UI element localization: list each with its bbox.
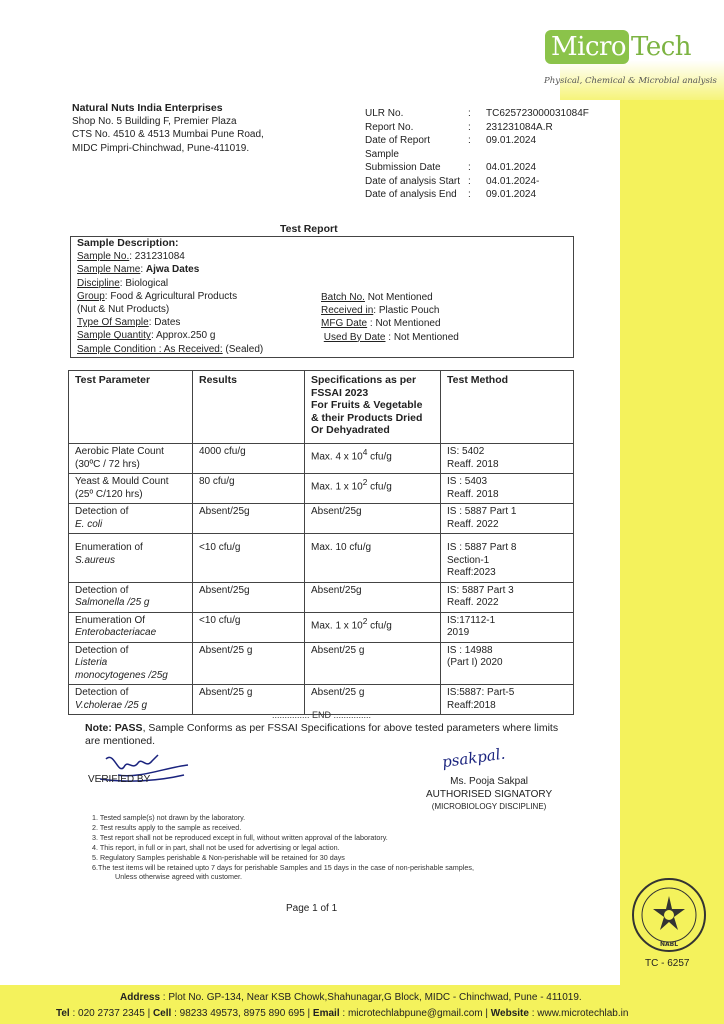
condition-value: (Sealed) xyxy=(225,343,264,355)
used-by-value: : Not Mentioned xyxy=(388,331,459,343)
meta-value: 04.01.2024- xyxy=(486,175,540,187)
sample-name-label: Sample Name xyxy=(77,264,141,276)
group-label: Group xyxy=(77,290,105,302)
discipline-value: : Biological xyxy=(119,277,169,289)
table-row: Detection of E. coli Absent/25g Absent/25g IS : 5887 Part 1 Reaff. 2022 xyxy=(69,504,574,534)
customer-line-1: Shop No. 5 Building F, Premier Plaza xyxy=(72,116,237,128)
footer-contact: Tel : 020 2737 2345 | Cell : 98233 49573, 8975 890 695 | Email : microtechlabpune@gmail.com | Website : www.microtechlab.in xyxy=(56,1008,629,1019)
received-value: : Plastic Pouch xyxy=(373,305,440,317)
term-item: 6.The test items will be retained upto 7 days for perishable Samples and 15 days in the case of non-perishable samples, xyxy=(92,862,474,872)
table-row: Aerobic Plate Count (30ºC / 72 hrs) 4000 cfu/g Max. 4 x $10^4$ cfu/g IS: 5402 Reaff. 2018 xyxy=(69,444,574,474)
group-value: : Food & Agricultural Products xyxy=(104,290,238,302)
quantity-label: Sample Quantity xyxy=(77,330,151,342)
sample-no-value: : 231231084 xyxy=(129,251,185,263)
note-label: Note: PASS xyxy=(85,722,143,734)
meta-key: Date of Report xyxy=(365,135,431,146)
sample-description-heading: Sample Description: xyxy=(77,237,179,249)
table-row: Yeast & Mould Count (25º C/120 hrs) 80 cfu/g Max. 1 x $10^2$ cfu/g IS : 5403 Reaff. 2018 xyxy=(69,474,574,504)
logo-part-micro: Micro xyxy=(545,30,629,64)
verified-by-label: VERIFIED BY xyxy=(88,774,151,785)
table-row: Detection of Salmonella /25 g Absent/25g Absent/25g IS: 5887 Part 3 Reaff. 2022 xyxy=(69,582,574,612)
meta-row: Report No. : 231231084A.R xyxy=(365,121,606,135)
term-item: Unless otherwise agreed with customer. xyxy=(115,872,243,882)
type-value: : Dates xyxy=(148,317,181,329)
meta-value: 09.01.2024 xyxy=(486,135,537,146)
customer-line-2: CTS No. 4510 & 4513 Mumbai Pune Road, xyxy=(72,129,264,141)
header-test-parameter: Test Parameter xyxy=(69,371,193,444)
footer-address: Address : Plot No. GP-134, Near KSB Chowk,Shahunagar,G Block, MIDC - Chinchwad, Pune - 411019. xyxy=(120,992,582,1003)
term-item: 1. Tested sample(s) not drawn by the laboratory. xyxy=(92,813,246,822)
page-number: Page 1 of 1 xyxy=(286,903,338,914)
mfg-value: : Not Mentioned xyxy=(369,318,441,330)
report-meta xyxy=(365,107,606,202)
meta-key: ULR No. xyxy=(365,108,404,119)
meta-key: Date of analysis End xyxy=(365,189,457,200)
received-label: Received in xyxy=(321,305,374,317)
sample-description-box: Sample Description: Sample No.: 231231084 Sample Name: Ajwa Dates Discipline: Biological Group: Food & Agricultural Products (Nut & Nut Products) Type Of Sample: Dates Sample Quantity: Approx.250 g Sample Condition : As Received: (Sealed) Batch No. Not Mentioned Received in: Plastic Pouch MFG Date : Not Mentioned Used By Date : Not Mentioned xyxy=(70,236,574,358)
batch-value: Not Mentioned xyxy=(367,292,433,303)
signatory-name: Ms. Pooja Sakpal xyxy=(450,776,528,787)
meta-row: Submission Date : 04.01.2024 xyxy=(365,161,606,175)
side-yellow-band xyxy=(620,100,724,1000)
table-row: Detection of V.cholerae /25 g Absent/25 g Absent/25 g IS:5887: Part-5 Reaff:2018 xyxy=(69,685,574,715)
table-row: Detection of Listeria monocytogenes /25g Absent/25 g Absent/25 g IS : 14988 (Part I) 2020 xyxy=(69,642,574,685)
meta-row xyxy=(365,148,606,162)
used-by-label: Used By Date xyxy=(323,331,386,343)
header-specifications: Specifications as per FSSAI 2023 For Fruits & Vegetable & their Products Dried Or Dehyadrated xyxy=(305,371,441,444)
signatory-title: AUTHORISED SIGNATORY xyxy=(426,788,553,800)
customer-name: Natural Nuts India Enterprises xyxy=(72,102,223,114)
term-item: 2. Test results apply to the sample as received. xyxy=(92,822,242,832)
customer-line-3: MIDC Pimpri-Chinchwad, Pune-411019. xyxy=(72,142,250,154)
tc-number: TC - 6257 xyxy=(645,958,690,969)
meta-value: 231231084A.R xyxy=(486,121,553,133)
sample-name-value: Ajwa Dates xyxy=(145,264,200,276)
meta-key: Report No. xyxy=(365,121,414,133)
quantity-value: : Approx.250 g xyxy=(150,330,216,342)
authorised-signatory xyxy=(426,776,552,814)
meta-key: Date of analysis Start xyxy=(365,175,461,187)
note-text: , Sample Conforms as per FSSAI Specifications for above tested parameters where limits are mentioned. xyxy=(85,722,559,747)
nabl-accreditation-seal-icon xyxy=(630,876,708,954)
meta-key: Submission Date xyxy=(365,162,441,173)
svg-text:NABL: NABL xyxy=(659,941,679,948)
meta-key: Sample xyxy=(365,148,399,160)
signatory-signature xyxy=(440,738,520,772)
sample-no-label: Sample No. xyxy=(77,251,130,263)
meta-value: TC625723000031084F xyxy=(486,108,589,119)
type-label: Type Of Sample xyxy=(77,317,149,329)
meta-row: Date of analysis Start : 04.01.2024- xyxy=(365,175,606,189)
meta-row: Date of analysis End : 09.01.2024 xyxy=(365,188,606,202)
condition-label: Sample Condition : As Received: xyxy=(77,343,223,355)
table-row: Enumeration Of Enterobacteriacae <10 cfu/g Max. 1 x $10^2$ cfu/g IS:17112-1 2019 xyxy=(69,612,574,642)
meta-value: 09.01.2024 xyxy=(486,189,537,200)
meta-row: Date of Report : 09.01.2024 xyxy=(365,134,606,148)
meta-value xyxy=(486,148,606,162)
logo-tagline: Physical, Chemical & Microbial analysis xyxy=(544,76,717,86)
meta-value: 04.01.2024 xyxy=(486,162,537,173)
customer-address xyxy=(72,102,264,155)
discipline-label: Discipline xyxy=(77,277,120,289)
mfg-label: MFG Date xyxy=(321,318,368,330)
test-results-table xyxy=(68,370,574,715)
term-item: 5. Regulatory Samples perishable & Non-perishable will be retained for 30 days xyxy=(92,852,345,862)
signatory-department: (MICROBIOLOGY DISCIPLINE) xyxy=(431,802,547,811)
meta-row: ULR No. : TC625723000031084F xyxy=(365,107,606,121)
term-item: 4. This report, in full or in part, shall not be used for advertising or legal action. xyxy=(92,842,340,852)
header-results: Results xyxy=(193,371,305,444)
terms-list xyxy=(92,813,474,882)
batch-label: Batch No. xyxy=(321,292,365,303)
group-value-2: (Nut & Nut Products) xyxy=(77,304,170,316)
table-row: Enumeration of S.aureus <10 cfu/g Max. 10 cfu/g IS : 5887 Part 8 Section-1 Reaff:2023 xyxy=(69,534,574,583)
microtech-logo xyxy=(545,30,710,66)
header-test-method: Test Method xyxy=(441,371,574,444)
end-marker: ............... END ............... xyxy=(272,710,372,720)
svg-text:psakpal.: psakpal. xyxy=(440,744,507,772)
report-title: Test Report xyxy=(280,223,338,235)
term-item: 3. Test report shall not be reproduced except in full, without written approval of the laboratory. xyxy=(92,832,388,842)
table-header-row xyxy=(69,371,574,444)
logo-part-tech: Tech xyxy=(631,32,692,62)
